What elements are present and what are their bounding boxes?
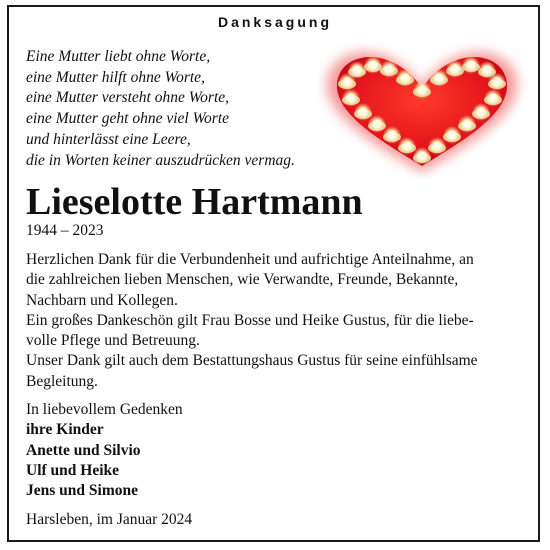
- closing-phrase: In liebevollem Gedenken: [26, 401, 183, 418]
- deceased-name: Lieselotte Hartmann: [26, 181, 363, 223]
- candle-flame: [380, 60, 398, 78]
- candle-flame: [413, 81, 431, 99]
- candle-flame: [484, 89, 502, 107]
- thanks-line: Nachbarn und Kollegen.: [26, 291, 178, 309]
- candle-flame: [383, 126, 401, 144]
- thanks-line: volle Pflege und Betreuung.: [26, 332, 200, 350]
- candle-flame: [472, 103, 490, 121]
- candle-flame: [458, 115, 476, 133]
- life-dates: 1944 – 2023: [26, 222, 104, 239]
- candle-flame: [364, 56, 382, 74]
- candle-flame: [443, 126, 461, 144]
- candle-flame: [413, 147, 431, 165]
- candle-flame: [396, 69, 414, 87]
- notice-heading: Danksagung: [217, 14, 332, 30]
- candle-heart-image: [315, 38, 530, 178]
- poem: [26, 47, 295, 171]
- candle-flame: [342, 89, 360, 107]
- candle-flame: [368, 115, 386, 133]
- candle-flame: [430, 69, 448, 87]
- thanks-line: Herzlichen Dank für die Verbundenheit und aufrichtige Anteilnahme, an: [26, 251, 474, 268]
- signature-block: [26, 400, 183, 501]
- poem-line: eine Mutter geht ohne viel Worte: [26, 110, 230, 128]
- candle-flame: [398, 137, 416, 155]
- thanks-line: Ein großes Dankeschön gilt Frau Bosse und Heike Gustus, für die liebe-: [26, 311, 474, 329]
- candle-flame: [478, 61, 496, 79]
- poem-line: und hinterlässt eine Leere,: [26, 130, 191, 148]
- candle-flame: [446, 60, 464, 78]
- candle-flame: [354, 103, 372, 121]
- candle-flame: [428, 137, 446, 155]
- poem-line: Eine Mutter liebt ohne Worte,: [26, 48, 211, 65]
- thanks-line: die zahlreichen lieben Menschen, wie Verwandte, Freunde, Bekannte,: [26, 271, 459, 289]
- signatory: ihre Kinder: [26, 421, 104, 439]
- poem-line: die in Worten keiner auszudrücken vermag.: [26, 151, 295, 169]
- candle-flame: [348, 61, 366, 79]
- poem-line: eine Mutter versteht ohne Worte,: [26, 89, 230, 107]
- poem-line: eine Mutter hilft ohne Worte,: [26, 68, 205, 86]
- place-date: Harsleben, im Januar 2024: [26, 511, 193, 528]
- signatory: Jens und Simone: [26, 482, 138, 500]
- signatory: Ulf und Heike: [26, 461, 120, 479]
- signatory: Anette und Silvio: [26, 441, 141, 459]
- thanks-text: [26, 250, 526, 392]
- thanks-line: Begleitung.: [26, 372, 98, 390]
- candle-flame: [462, 56, 480, 74]
- thanks-line: Unser Dank gilt auch dem Bestattungshaus Gustus für seine einfühlsame: [26, 352, 478, 370]
